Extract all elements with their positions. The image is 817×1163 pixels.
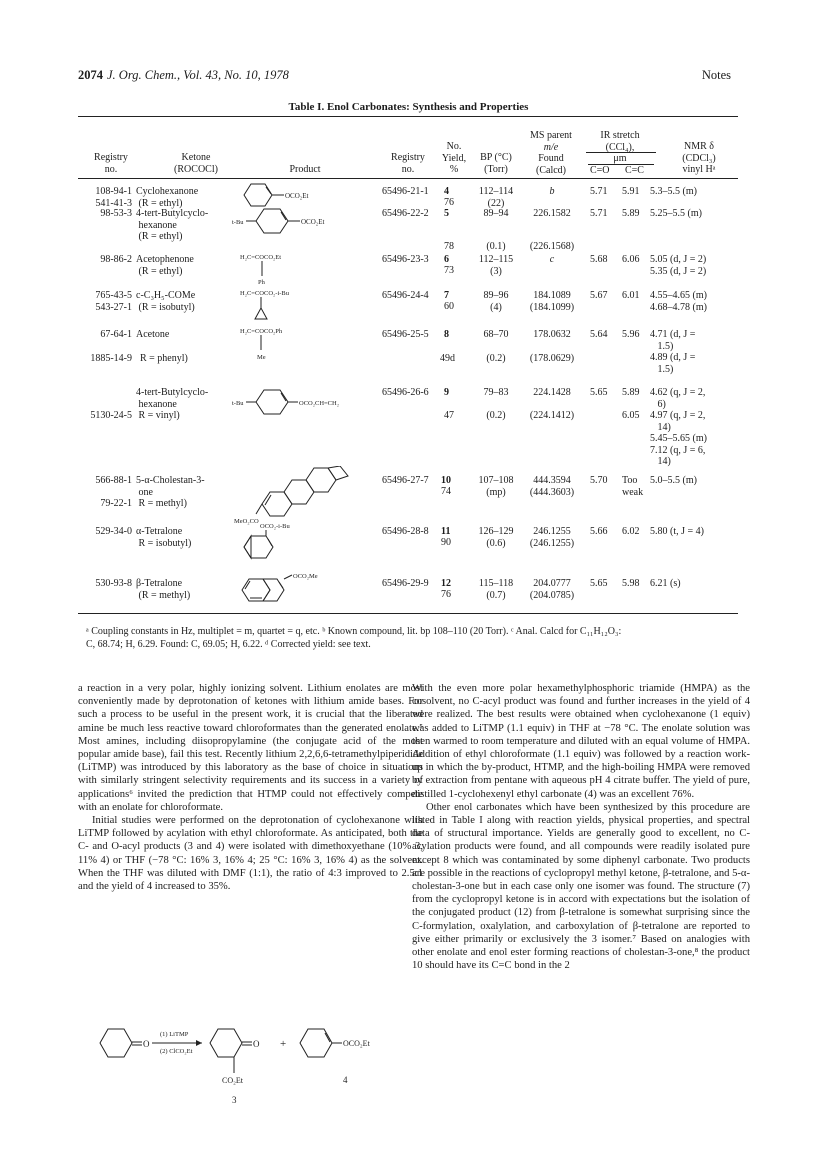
cell-nmr: 5.25–5.5 (m) bbox=[650, 208, 702, 219]
cell-ketone: Acetophenone (R = ethyl) bbox=[136, 254, 194, 277]
product-label: H₂C=COCO₂Et bbox=[240, 254, 282, 261]
table-footnotes bbox=[86, 626, 746, 651]
product-label: OCO₂-i-Bu bbox=[260, 523, 290, 530]
structure-7 bbox=[240, 286, 340, 322]
col-header-ir-co: C=O bbox=[590, 165, 610, 176]
cell-ms: 226.1582 bbox=[533, 208, 571, 219]
cell-ir-cc: 5.96 bbox=[622, 329, 640, 340]
cell-ir-cc: 6.06 bbox=[622, 254, 640, 265]
cell-no: 12 bbox=[441, 578, 451, 589]
body-right-column bbox=[412, 682, 750, 972]
cell-registry: 5130-24-5 bbox=[90, 410, 132, 421]
cell-registry-product: 65496-26-6 bbox=[382, 387, 429, 398]
product3-substituent: CO₂Et bbox=[222, 1076, 244, 1085]
cell-ms-calcd: (178.0629) bbox=[529, 353, 575, 364]
cell-ir-co: 5.70 bbox=[590, 475, 608, 486]
cell-ir-cc: 5.89 bbox=[622, 208, 640, 219]
cell-registry-product: 65496-21-1 bbox=[382, 186, 429, 197]
cell-yield: 76 bbox=[444, 197, 454, 208]
cell-nmr: 5.0–5.5 (m) bbox=[650, 475, 697, 486]
cell-registry-product: 65496-23-3 bbox=[382, 254, 429, 265]
reagent-step-1: (1) LiTMP bbox=[160, 1031, 189, 1038]
structure-11 bbox=[240, 519, 350, 567]
cell-registry-product: 65496-28-8 bbox=[382, 526, 429, 537]
cell-ir-co: 5.64 bbox=[590, 329, 608, 340]
col-header-ketone: Ketone (ROCOCl) bbox=[174, 152, 218, 175]
cell-nmr: 5.80 (t, J = 4) bbox=[650, 526, 704, 537]
footnote-line: ᵃ Coupling constants in Hz, multiplet = m, quartet = q, etc. ᵇ Known compound, lit. bp 108–110 (20 Torr). ᶜ Anal. Calcd for C₁₁H₁₂O₃: bbox=[86, 626, 622, 637]
cell-registry: 566-88-1 bbox=[95, 475, 132, 486]
structure-5 bbox=[232, 204, 357, 238]
col-header-product: Product bbox=[289, 164, 321, 175]
cell-registry-product: 65496-25-5 bbox=[382, 329, 429, 340]
cell-no: 9 bbox=[444, 387, 449, 398]
product-label: MeO₂CO bbox=[234, 518, 259, 525]
cell-registry: 530-93-8 bbox=[95, 578, 132, 589]
col-header-ms: MS parent m/e Found (Calcd) bbox=[530, 130, 572, 176]
cell-registry-product: 65496-24-4 bbox=[382, 290, 429, 301]
col-header-nmr: NMR δ (CDCl₃) vinyl Hᵃ bbox=[682, 141, 716, 175]
journal-citation: J. Org. Chem., Vol. 43, No. 10, 1978 bbox=[107, 68, 289, 82]
product-substituent: Me bbox=[257, 354, 266, 361]
structure-6 bbox=[240, 250, 340, 286]
cell-ir-co: 5.65 bbox=[590, 387, 608, 398]
product-prefix: t-Bu bbox=[232, 219, 244, 226]
body-left-column bbox=[78, 682, 423, 893]
cell-bp: 112–114 (22) bbox=[478, 186, 514, 209]
cell-no: 4 bbox=[444, 186, 449, 197]
cell-registry: 765-43-5 543-27-1 bbox=[95, 290, 132, 313]
cell-registry-2: 79-22-1 bbox=[100, 498, 132, 509]
cell-registry-2: 1885-14-9 bbox=[90, 353, 132, 364]
product-label: H₂C=COCO₂Ph bbox=[240, 328, 283, 335]
cell-ketone: 5-α-Cholestan-3- one R = methyl) bbox=[136, 475, 205, 509]
col-header-ir: IR stretch (CCl₄), μm bbox=[600, 130, 640, 164]
cell-bp: 107–108 (mp) bbox=[478, 475, 514, 498]
table-top-rule bbox=[78, 116, 738, 117]
cell-registry: 529-34-0 bbox=[95, 526, 132, 537]
table-header-rule bbox=[78, 178, 738, 179]
structure-8 bbox=[240, 324, 340, 362]
cell-ketone: Acetone bbox=[136, 329, 170, 340]
cell-ms: 444.3594 (444.3603) bbox=[529, 475, 575, 498]
col-header-bp: BP (°C) (Torr) bbox=[480, 152, 512, 175]
cell-yield: 74 bbox=[441, 486, 451, 497]
cell-bp: 112–115 (3) bbox=[478, 254, 514, 277]
cell-yield: 47 bbox=[444, 410, 454, 421]
cell-ir-co: 5.71 bbox=[590, 208, 608, 219]
ir-sub-rule-2 bbox=[588, 164, 654, 165]
product-label: OCO₂Et bbox=[285, 192, 309, 200]
cell-registry: 108-94-1 541-41-3 bbox=[95, 186, 132, 209]
cell-bp: 126–129 (0.6) bbox=[478, 526, 514, 549]
cell-ms: c bbox=[549, 254, 555, 265]
body-paragraph: a reaction in a very polar, highly ionizing solvent. Lithium enolates are most conveniently made by deprotonation of ketones with lithium amide bases. For such a process to be useful in the present work, it is crucial that the liberated amine be much less reactive toward chloroformates than the generated enolate.⁵ Most amines, including diisopropylamine (the conjugate acid of the most popular amide base), fail this test. Recently lithium 2,2,6,6-tetramethylpiperidide (LiTMP) was introduced by this laboratory as the base of choice in situations with similarly stringent selectivity requirements and its success in a variety of applications⁶ invited the prediction that HTMP could not effectively compete with an enolate for chloroformate. bbox=[78, 683, 423, 813]
cell-yield: 90 bbox=[441, 537, 451, 548]
cell-registry-product: 65496-22-2 bbox=[382, 208, 429, 219]
cell-ms-calcd: (226.1568) bbox=[529, 241, 575, 252]
table-title: Table I. Enol Carbonates: Synthesis and Properties bbox=[288, 101, 529, 113]
cell-ms: 178.0632 bbox=[533, 329, 571, 340]
cell-nmr: 6.21 (s) bbox=[650, 578, 681, 589]
cell-ketone-r: R = phenyl) bbox=[140, 353, 188, 364]
product-substituent: Ph bbox=[258, 279, 265, 286]
cell-ir-co: 5.71 bbox=[590, 186, 608, 197]
plus-sign: + bbox=[280, 1038, 287, 1050]
product4-label: 4 bbox=[343, 1075, 348, 1085]
col-header-registry: Registry no. bbox=[94, 152, 128, 175]
cell-bp-torr: (0.1) bbox=[486, 241, 506, 252]
cell-ir-co: 5.68 bbox=[590, 254, 608, 265]
col-header-registry-product: Registry no. bbox=[391, 152, 425, 175]
product-label: OCO₂CH=CH₂ bbox=[299, 400, 339, 407]
product-label: OCO₂Me bbox=[293, 573, 318, 580]
cell-registry: 67-64-1 bbox=[100, 329, 132, 340]
product-label: H₂C=COCO₂-i-Bu bbox=[240, 290, 290, 297]
cell-ketone: α-Tetralone R = isobutyl) bbox=[136, 526, 192, 549]
body-paragraph: With the even more polar hexamethylphosphoric triamide (HMPA) as the cosolvent, no C-acyl product was found and further increases in the yield of 4 were realized. The best results were obtained when cyclohexanone (1 equiv) was added to LiTMP (1.1 equiv) in THF at −78 °C. The enolate solution was then warmed to room temperature and diluted with an equal volume of HMPA. Addition of ethyl chloroformate (1.1 equiv) was followed by a reaction work-up in which the by-product, HTMP, and the high-boiling HMPA were removed by extraction from pentane with aqueous pH 4 citrate buffer. The yield of pure, distilled 1-cyclohexenyl ethyl carbonate (4) was an excellent 76%. bbox=[412, 683, 750, 800]
reagent-step-2: (2) ClCO₂Et bbox=[160, 1048, 193, 1055]
cell-ir-co: 5.67 bbox=[590, 290, 608, 301]
cell-no: 10 bbox=[441, 475, 451, 486]
cell-ketone: β-Tetralone (R = methyl) bbox=[136, 578, 191, 601]
cell-bp: 115–118 (0.7) bbox=[478, 578, 514, 601]
product-label: OCO₂Et bbox=[301, 218, 325, 226]
cell-ir-cc: 5.91 bbox=[622, 186, 640, 197]
cell-bp: 89–96 (4) bbox=[483, 290, 509, 313]
product3-oxygen: O bbox=[253, 1039, 260, 1049]
product3-label: 3 bbox=[232, 1095, 237, 1105]
cell-no: 11 bbox=[441, 526, 451, 537]
cell-ir-cc: Too weak bbox=[622, 475, 644, 498]
cell-yield: 49d bbox=[440, 353, 455, 364]
col-header-yield: No. Yield, % bbox=[441, 141, 467, 175]
cell-ms: 246.1255 (246.1255) bbox=[529, 526, 575, 549]
cell-ir-cc: 6.01 bbox=[622, 290, 640, 301]
cell-ir-cc: 5.89 bbox=[622, 387, 640, 398]
cell-ir-co: 5.66 bbox=[590, 526, 608, 537]
cell-no: 5 bbox=[444, 208, 449, 219]
cell-ms-calcd: (224.1412) bbox=[529, 410, 575, 421]
cell-ms: b bbox=[549, 186, 555, 197]
cell-registry: 98-53-3 bbox=[100, 208, 132, 219]
product-prefix: t-Bu bbox=[232, 400, 244, 407]
cell-registry-product: 65496-27-7 bbox=[382, 475, 429, 486]
structure-12 bbox=[238, 570, 348, 610]
cell-nmr: 5.3–5.5 (m) bbox=[650, 186, 697, 197]
ir-sub-rule bbox=[586, 152, 656, 153]
cell-no: 8 bbox=[444, 329, 449, 340]
table-bottom-rule bbox=[78, 613, 738, 614]
cell-yield: 73 bbox=[444, 265, 454, 276]
cell-nmr: 4.55–4.65 (m) 4.68–4.78 (m) bbox=[650, 290, 707, 313]
cell-ms: 224.1428 bbox=[533, 387, 571, 398]
cell-bp: 79–83 bbox=[483, 387, 509, 398]
structure-9 bbox=[232, 385, 372, 419]
section-label: Notes bbox=[701, 68, 731, 82]
cell-bp: 68–70 bbox=[483, 329, 509, 340]
cell-nmr: 4.71 (d, J = 1.5) 4.89 (d, J = 1.5) bbox=[650, 329, 696, 375]
footnote-line: C, 68.74; H, 6.29. Found: C, 69.05; H, 6.22. ᵈ Corrected yield: see text. bbox=[86, 638, 371, 650]
cell-registry-product: 65496-29-9 bbox=[382, 578, 429, 589]
cell-no: 6 bbox=[444, 254, 449, 265]
cell-yield: 76 bbox=[441, 589, 451, 600]
cell-ketone: c-C₃H₅-COMe (R = isobutyl) bbox=[136, 290, 196, 313]
cell-ketone: 4-tert-Butylcyclo- hexanone R = vinyl) bbox=[136, 387, 209, 421]
structure-10 bbox=[232, 466, 362, 526]
reaction-scheme bbox=[80, 1015, 425, 1130]
cell-bp-torr: (0.2) bbox=[486, 410, 506, 421]
cell-ir-co: 5.65 bbox=[590, 578, 608, 589]
cell-bp-torr: (0.2) bbox=[486, 353, 506, 364]
page-number: 2074 bbox=[78, 68, 103, 82]
cell-ir-cc: 5.98 bbox=[622, 578, 640, 589]
body-paragraph: Other enol carbonates which have been synthesized by this procedure are listed in Table I along with reaction yields, physical properties, and spectral data of structural importance. Yields are generally good to excellent, no C-acylation products were found, and all compounds were readily isolated pure except 8 which was contaminated by some diphenyl carbonate. Two products are possible in the reactions of cyclopropyl methyl ketone, β-tetralone, and 5-α-cholestan-3-one but in each case only one isomer was found. The structure (7) from the cyclopropyl ketone is in accord with expectations but the isolation of the conjugated product (12) from β-tetralone is somewhat surprising since the C-formylation, oxalylation, and carboxylation of β-tetralone are reported to give either primarily or exclusively the 3 isomer.⁷ Based on analogies with other enolate and enol ester forming reactions of cholestan-3-one,⁸ the product 10 should have its C=C bond in the 2 bbox=[412, 801, 750, 972]
cell-yield: 78 bbox=[444, 241, 454, 252]
cell-ir-cc-2: 6.05 bbox=[622, 410, 640, 421]
cell-nmr: 4.62 (q, J = 2, 6) 4.97 (q, J = 2, 14) 5.45–5.65 (m) 7.12 (q, J = 6, 14) bbox=[650, 387, 707, 467]
cell-nmr: 5.05 (d, J = 2) 5.35 (d, J = 2) bbox=[650, 254, 707, 277]
cell-registry: 98-86-2 bbox=[100, 254, 132, 265]
cell-ms: 184.1089 (184.1099) bbox=[529, 290, 575, 313]
cell-ms: 204.0777 (204.0785) bbox=[529, 578, 575, 601]
cell-ketone: 4-tert-Butylcyclo- hexanone (R = ethyl) bbox=[136, 208, 209, 242]
col-header-ir-cc: C=C bbox=[625, 165, 644, 176]
cell-ketone: Cyclohexanone (R = ethyl) bbox=[136, 186, 199, 209]
cell-ir-cc: 6.02 bbox=[622, 526, 640, 537]
cell-bp: 89–94 bbox=[483, 208, 509, 219]
ketone-oxygen: O bbox=[143, 1039, 150, 1049]
body-paragraph: Initial studies were performed on the deprotonation of cyclohexanone with LiTMP followed by acylation with ethyl chloroformate. As anticipated, both the C- and O-acyl products (3 and 4) were isolated with dimethoxyethane (10% 3, 11% 4) or THF (−78 °C: 16% 3, 16% 4; 25 °C: 16% 3, 16% 4) as the solvent. When the THF was diluted with DMF (1:1), the ratio of 4:3 improved to 2.5:1 and the yield of 4 increased to 35%. bbox=[78, 815, 423, 893]
product4-group: OCO₂Et bbox=[343, 1039, 370, 1048]
cell-no: 7 bbox=[444, 290, 449, 301]
cell-yield: 60 bbox=[444, 301, 454, 312]
